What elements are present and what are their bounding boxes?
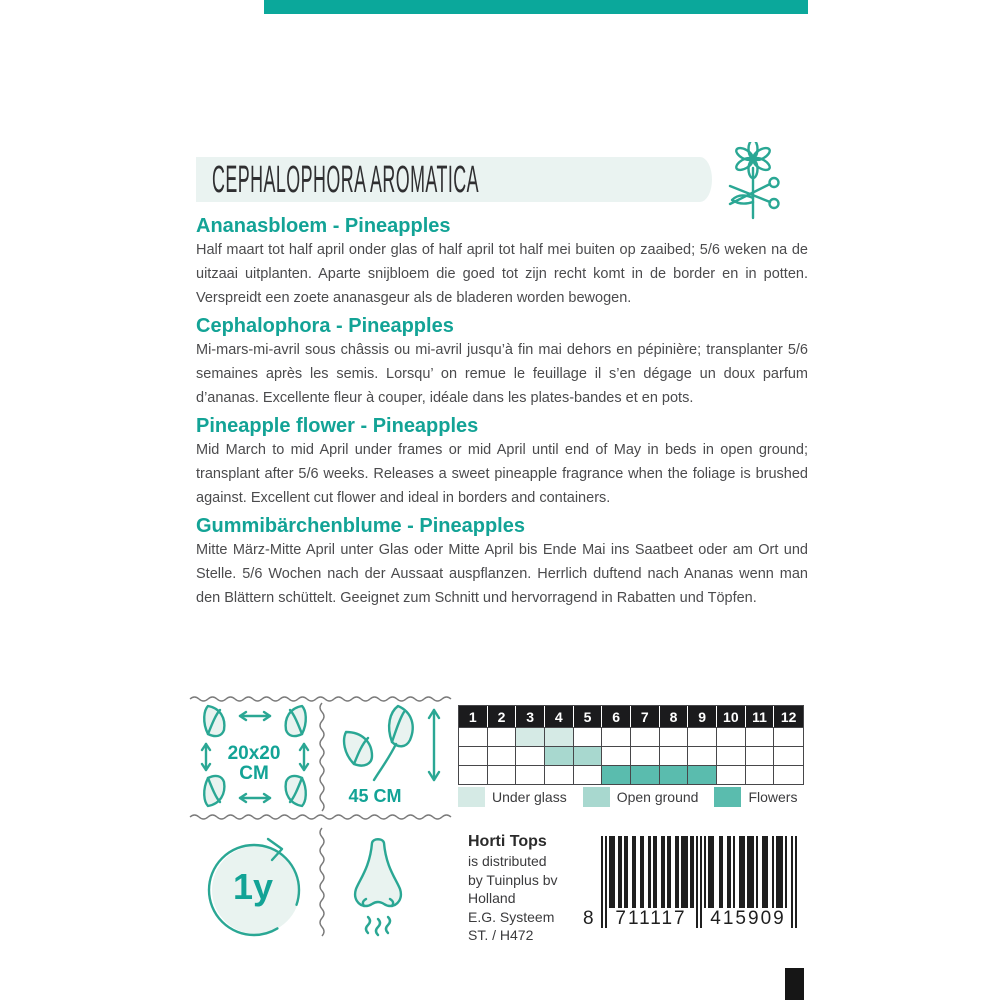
section-heading: Gummibärchenblume - Pineapples	[196, 515, 525, 537]
barcode-bar	[795, 836, 797, 928]
plant-height-icon	[334, 702, 446, 786]
barcode-right-digits: 415909	[710, 908, 786, 929]
barcode-bar	[681, 836, 687, 908]
calendar-cell	[602, 727, 631, 746]
calendar-month-header: 4	[545, 706, 574, 727]
calendar-cell	[688, 765, 717, 784]
barcode-bar	[719, 836, 723, 908]
calendar-cell	[774, 746, 803, 765]
calendar-cell	[545, 727, 574, 746]
section-heading: Pineapple flower - Pineapples	[196, 415, 479, 437]
calendar-cell	[602, 746, 631, 765]
barcode-bar	[785, 836, 787, 908]
barcode-bar	[601, 836, 603, 928]
calendar-cell	[574, 746, 603, 765]
calendar-month-header: 11	[746, 706, 775, 727]
calendar-month-header: 2	[488, 706, 517, 727]
barcode-bar	[632, 836, 636, 908]
calendar-cell	[660, 765, 689, 784]
calendar-legend	[458, 787, 804, 807]
calendar-month-header: 12	[774, 706, 803, 727]
calendar-month-header: 6	[602, 706, 631, 727]
barcode-bar	[605, 836, 607, 928]
calendar-cell	[774, 765, 803, 784]
barcode-bar	[675, 836, 679, 908]
calendar-cell	[688, 727, 717, 746]
calendar-month-header: 9	[688, 706, 717, 727]
section-body: Mitte März-Mitte April unter Glas oder Mitte April bis Ende Mai ins Saatbeet oder am Ort und Stelle. 5/6 Wochen nach der Aussaat auspflanzen. Herrlich duftend nach Ananas wenn man den Blättern schüttelt. Geeignet zum Schnitt und hervorragend in Rabatten und Töpfen.	[196, 542, 808, 606]
calendar-cell	[746, 727, 775, 746]
section-french	[196, 314, 808, 410]
barcode-bar	[733, 836, 735, 908]
calendar-cell	[459, 765, 488, 784]
legend-item-flowers: Flowers	[714, 787, 797, 807]
barcode-bar	[700, 836, 702, 928]
barcode-bar	[653, 836, 657, 908]
section-heading: Ananasbloem - Pineapples	[196, 215, 451, 237]
calendar-month-header: 5	[574, 706, 603, 727]
calendar-cell	[717, 765, 746, 784]
section-heading: Cephalophora - Pineapples	[196, 315, 454, 337]
legend-item-open-ground: Open ground	[583, 787, 699, 807]
calendar-cell	[574, 765, 603, 784]
calendar-cell	[774, 727, 803, 746]
section-body: Mi-mars-mi-avril sous châssis ou mi-avril jusqu’à fin mai dehors en pépinière; transplanter 5/6 semaines après les semis. Lorsqu’ on remue le feuillage il s’en dégage un doux parfum d’ananas. Excellente fleur à couper, idéale dans les plates-bandes et en pots.	[196, 342, 808, 406]
barcode-bar	[696, 836, 698, 928]
barcode-bar	[791, 836, 793, 928]
barcode-bar	[704, 836, 706, 908]
barcode-bar	[618, 836, 622, 908]
description-sections	[196, 214, 808, 614]
legend-swatch-flowers	[714, 787, 741, 807]
calendar-cell	[631, 765, 660, 784]
barcode-bar	[756, 836, 758, 908]
barcode-bar	[739, 836, 745, 908]
barcode-left-digits: 711117	[615, 908, 687, 929]
print-registration-mark	[785, 968, 804, 1000]
section-german	[196, 514, 808, 610]
calendar-cell	[459, 727, 488, 746]
annual-label: 1y	[232, 866, 274, 907]
calendar-cell	[545, 765, 574, 784]
calendar-cell	[660, 746, 689, 765]
wavy-divider-middle	[190, 813, 446, 821]
title-banner	[196, 157, 712, 202]
calendar-cell	[488, 746, 517, 765]
legend-swatch-under-glass	[458, 787, 485, 807]
barcode-bar	[609, 836, 615, 908]
legend-item-under-glass: Under glass	[458, 787, 567, 807]
calendar-cell	[746, 746, 775, 765]
cut-flower-icon	[714, 142, 792, 220]
barcode-bar	[727, 836, 731, 908]
calendar-cell	[516, 727, 545, 746]
calendar-month-header: 1	[459, 706, 488, 727]
page-title: CEPHALOPHORA AROMATICA	[212, 159, 480, 201]
spacing-label: 20x20 CM	[227, 743, 281, 784]
barcode-bar	[708, 836, 714, 908]
calendar-month-header: 8	[660, 706, 689, 727]
barcode-bar	[661, 836, 665, 908]
calendar-cell	[602, 765, 631, 784]
calendar-cell	[631, 727, 660, 746]
calendar-cell	[660, 727, 689, 746]
distributor-name: Horti Tops	[468, 833, 547, 850]
barcode-bar	[690, 836, 694, 908]
barcode-lead-digit: 8	[583, 908, 596, 929]
wavy-divider-vertical-1	[318, 703, 326, 811]
barcode-bar	[648, 836, 650, 908]
calendar-cell	[631, 746, 660, 765]
distributor-info: Horti Tops is distributed by Tuinplus bv Holland E.G. Systeem ST. / H472	[468, 832, 588, 945]
barcode-bar	[667, 836, 671, 908]
barcode-bar	[776, 836, 782, 908]
calendar-cell	[488, 727, 517, 746]
barcode-bar	[747, 836, 753, 908]
section-english	[196, 414, 808, 510]
calendar-cell	[516, 765, 545, 784]
calendar-cell	[717, 727, 746, 746]
barcode-bar	[640, 836, 644, 908]
calendar-month-header: 3	[516, 706, 545, 727]
calendar-cell	[746, 765, 775, 784]
calendar-month-header: 7	[631, 706, 660, 727]
barcode-bar	[624, 836, 628, 908]
calendar-cell	[688, 746, 717, 765]
calendar-cell	[717, 746, 746, 765]
legend-swatch-open-ground	[583, 787, 610, 807]
barcode-bar	[762, 836, 768, 908]
top-color-bar	[264, 0, 808, 14]
section-dutch	[196, 214, 808, 310]
calendar-cell	[574, 727, 603, 746]
section-body: Mid March to mid April under frames or mid April until end of May in beds in open ground; transplant after 5/6 weeks. Releases a sweet pineapple fragrance when the foliage is brushed against. Excellent cut flower and ideal in borders and containers.	[196, 442, 808, 506]
fragrance-nose-icon	[340, 835, 416, 943]
section-body: Half maart tot half april onder glas of half april tot half mei buiten op zaaibed; 5/6 weken na de uitzaai uitplanten. Aparte snijbloem die goed tot zijn recht komt in de border en in potten. Verspreidt een zoete ananasgeur als de bladeren worden bewogen.	[196, 242, 808, 306]
calendar-cell	[459, 746, 488, 765]
calendar-cell	[488, 765, 517, 784]
sowing-calendar	[458, 705, 804, 785]
ean13-barcode	[583, 836, 801, 934]
calendar-cell	[545, 746, 574, 765]
calendar-cell	[516, 746, 545, 765]
barcode-bar	[772, 836, 774, 908]
wavy-divider-vertical-2	[318, 828, 326, 938]
height-label: 45 CM	[348, 786, 402, 806]
calendar-month-header: 10	[717, 706, 746, 727]
